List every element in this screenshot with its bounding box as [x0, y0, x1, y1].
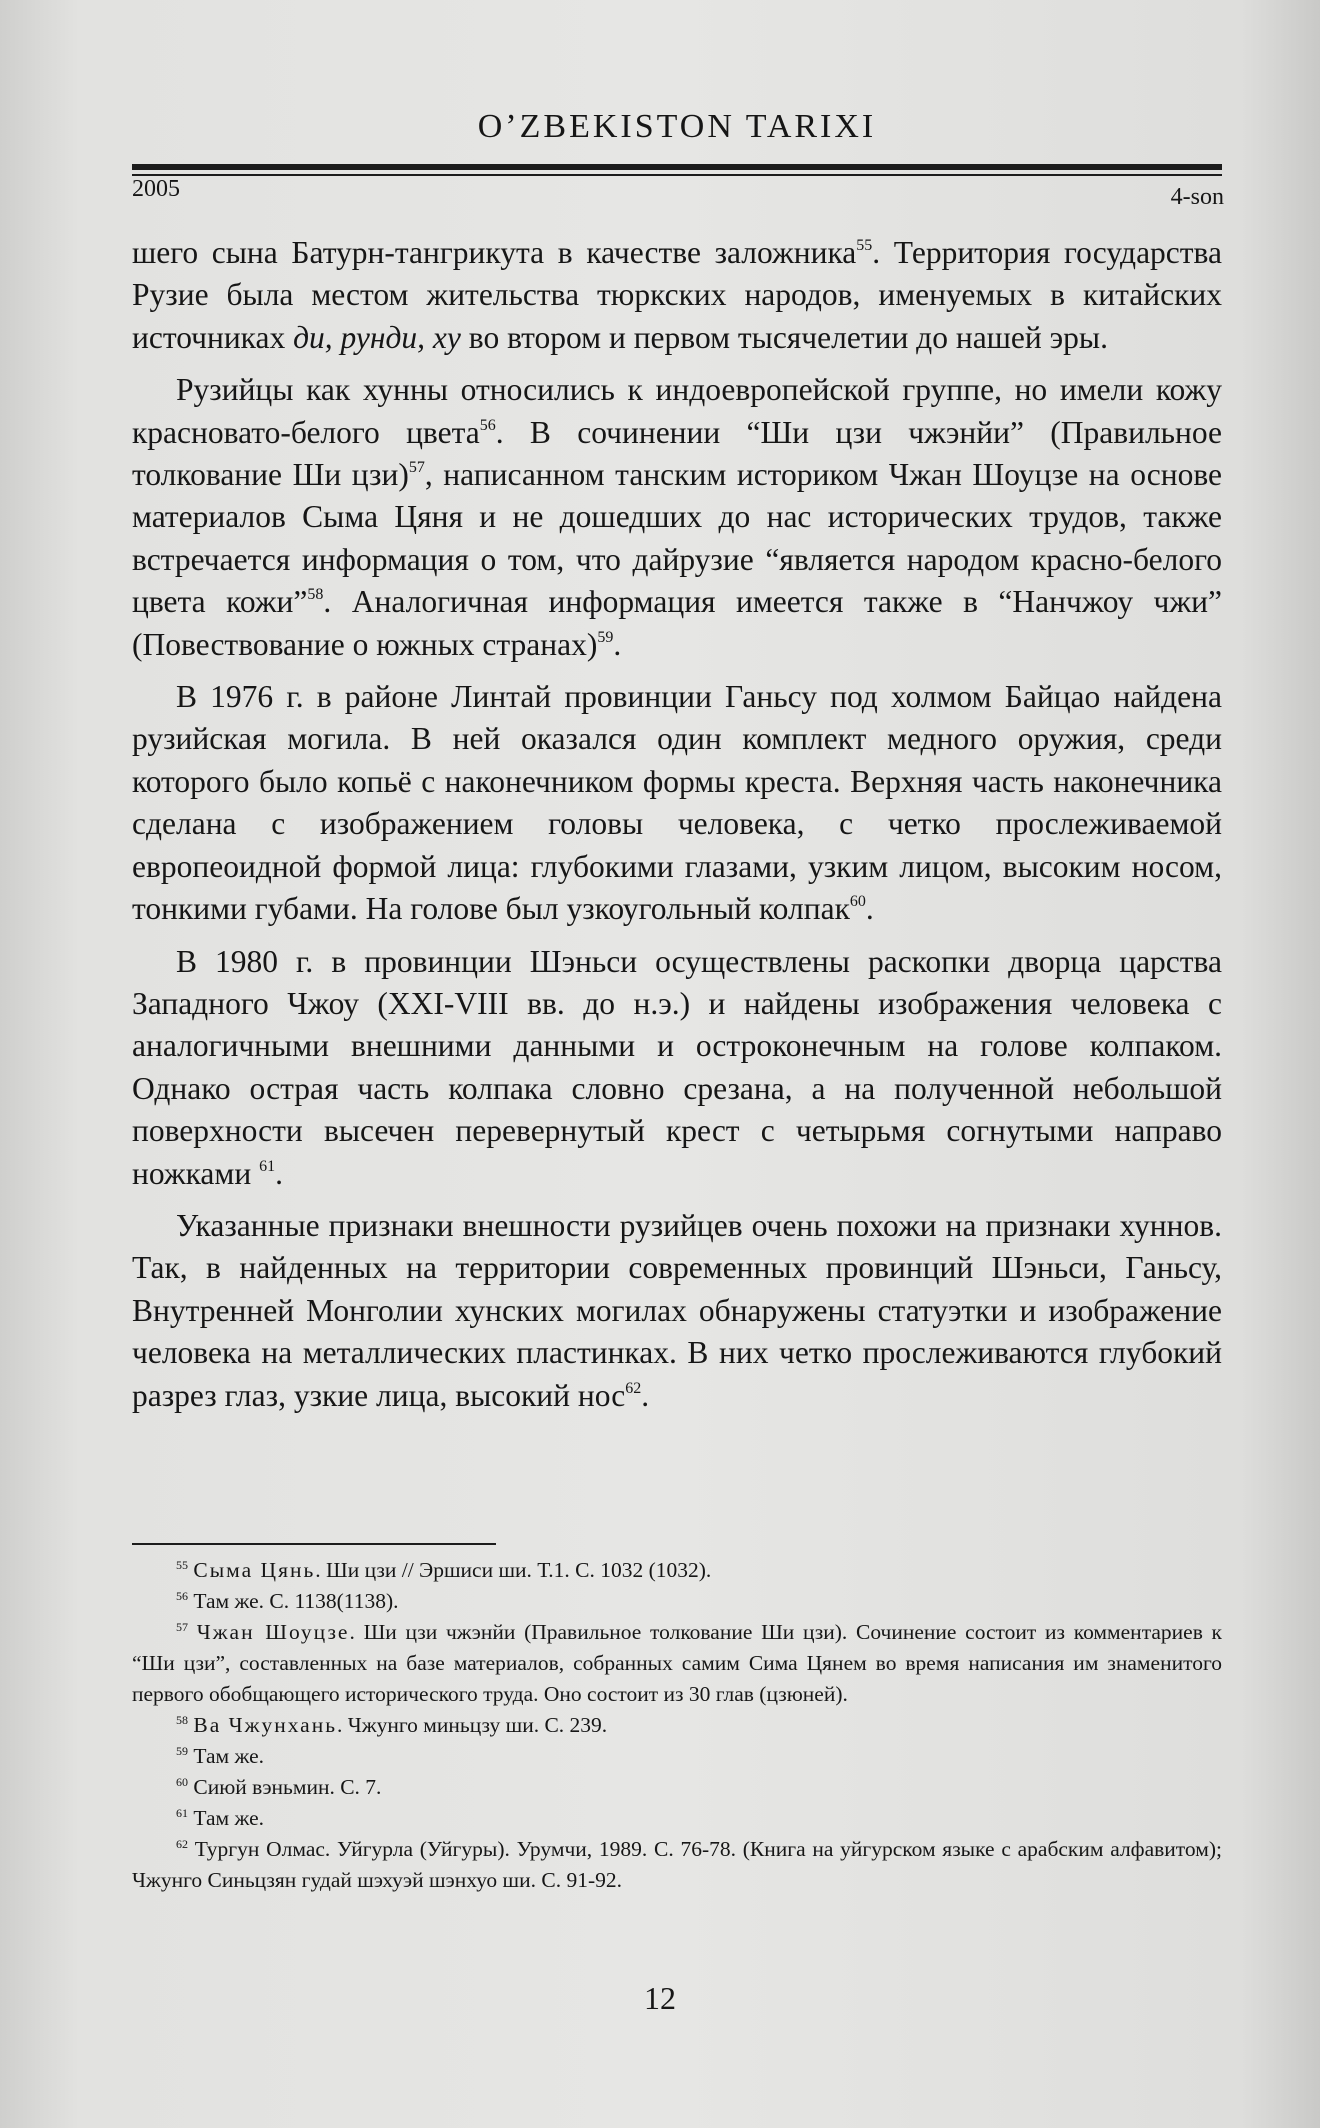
header-rule-thick [132, 164, 1222, 170]
body-paragraph [132, 369, 1222, 666]
text-run: . [641, 1377, 650, 1413]
main-text [132, 232, 1222, 1427]
footnote-ref: 57 [408, 459, 425, 477]
footnote [132, 1586, 1222, 1617]
footnote-number: 62 [176, 1837, 188, 1851]
text-run: Указанные признаки внешности рузийцев очень похожи на признаки хуннов. Так, в найденных на территории современных провинций Шэньси, Ганьсу, Внутренней Монголии хунских могилах обнаружены статуэтки и изображение человека на металлических пластинках. В них четко прослеживаются глубокий разрез глаз, узкие лица, высокий нос [132, 1207, 1222, 1413]
header-year: 2005 [132, 176, 180, 202]
footnote-number: 57 [176, 1620, 188, 1634]
header-issue: 4-son [1170, 184, 1224, 210]
italic-text: ди, рунди, ху [293, 319, 461, 355]
footnote-ref: 62 [625, 1379, 642, 1397]
body-paragraph [132, 1205, 1222, 1417]
body-paragraph [132, 232, 1222, 359]
text-run: В 1976 г. в районе Линтай провинции Ганьсу под холмом Байцао найдена рузийская могила. В ней оказался один комплект медного оружия, среди которого было копьё с наконечником формы креста. Верхняя часть наконечника сделана с изображением головы человека, с четко прослеживаемой европеоидной формой лица: глубокими глазами, узким лицом, высоким носом, тонкими губами. На голове был узкоугольный колпак [132, 679, 1222, 927]
footnote-number: 58 [176, 1713, 188, 1727]
footnote-ref: 60 [849, 893, 866, 911]
text-run: Рузийцы как хунны относились к индоевропейской группе, но имели кожу красновато-белого цвета [132, 372, 1222, 450]
text-run: . [865, 891, 874, 927]
footnote-text: Там же. С. 1138(1138). [193, 1589, 399, 1613]
footnote-text: Тургун Олмас. Уйгурла (Уйгуры). Урумчи, 1989. С. 76-78. (Книга на уйгурском языке с арабским алфавитом); Чжунго Синьцзян гудай шэхуэй шэнхуо ши. С. 91-92. [132, 1837, 1223, 1892]
text-run: , написанном танским историком Чжан Шоуцзе на основе материалов Сыма Цяня и не дошедших до нас исторических трудов, также встречается информация о том, что дайрузие “является народом красно-белого цвета кожи” [132, 457, 1222, 620]
footnote [132, 1617, 1222, 1710]
footnote-number: 59 [176, 1744, 188, 1758]
footnote-text: Сиюй вэньмин. С. 7. [193, 1775, 382, 1799]
footnote [132, 1834, 1222, 1896]
footnote-text: Там же. [193, 1744, 264, 1768]
text-run: шего сына Батурн-тангрикута в качестве заложника [132, 235, 857, 270]
text-run: во втором и первом тысячелетии до нашей эры. [460, 319, 1108, 355]
footnote-text: . Чжунго миньцзу ши. С. 239. [337, 1713, 608, 1737]
text-run: . [275, 1155, 283, 1191]
header-rule-thin [132, 174, 1222, 176]
footnote-number: 60 [176, 1775, 188, 1789]
footnote-author: Чжан Шоуцзе [196, 1620, 350, 1644]
text-run: . Аналогичная информация имеется также в “Нанчжоу чжи” (Повествование о южных странах) [132, 584, 1223, 662]
footnote [132, 1555, 1222, 1586]
footnote [132, 1772, 1222, 1803]
text-run: . [613, 626, 622, 662]
footnote-text: . Ши цзи чжэнйи (Правильное толкование Ши цзи). Сочинение состоит из комментариев к “Ши цзи”, составленных на базе материалов, собранных самим Сима Цянем во время написания им знаменитого первого обобщающего исторического труда. Оно состоит из 30 глав (цзюней). [132, 1620, 1222, 1706]
footnotes [132, 1555, 1222, 1896]
footnote [132, 1741, 1222, 1772]
footnote-number: 56 [176, 1589, 188, 1603]
footnote-text: Там же. [193, 1806, 264, 1830]
footnote-author: Сыма Цянь [193, 1558, 316, 1582]
footnote-number: 61 [176, 1806, 188, 1820]
footnote-ref: 58 [307, 586, 324, 604]
text-run: . В сочинении “Ши цзи чжэнйи” (Правильное толкование Ши цзи) [132, 414, 1222, 493]
body-paragraph [132, 941, 1222, 1195]
running-title: O’ZBEKISTON TARIXI [477, 108, 877, 145]
text-run: В 1980 г. в провинции Шэньси осуществлены раскопки дворца царства Западного Чжоу (XXI-VIII вв. до н.э.) и найдены изображения человека с аналогичными внешними данными и остроконечным на голове колпаком. Однако острая часть колпака словно срезана, а на полученной небольшой поверхности высечен перевернутый крест с четырьмя согнутыми направо ножками [132, 943, 1222, 1191]
footnote-ref: 61 [259, 1157, 276, 1175]
footnote [132, 1710, 1222, 1741]
footnote-text: . Ши цзи // Эршиси ши. Т.1. С. 1032 (1032). [315, 1558, 712, 1582]
footnote-ref: 56 [479, 416, 496, 434]
footnote-number: 55 [176, 1558, 188, 1572]
footnote-ref: 59 [597, 628, 614, 646]
body-paragraph [132, 676, 1222, 930]
footnote [132, 1803, 1222, 1834]
footnote-ref: 55 [856, 237, 873, 254]
footnote-separator [132, 1543, 496, 1545]
text-run: . Территория государства Рузие была местом жительства тюркских народов, именуемых в китайских источниках [132, 235, 1222, 355]
page-number: 12 [644, 1980, 676, 2016]
footnote-author: Ва Чжунхань [193, 1713, 338, 1737]
